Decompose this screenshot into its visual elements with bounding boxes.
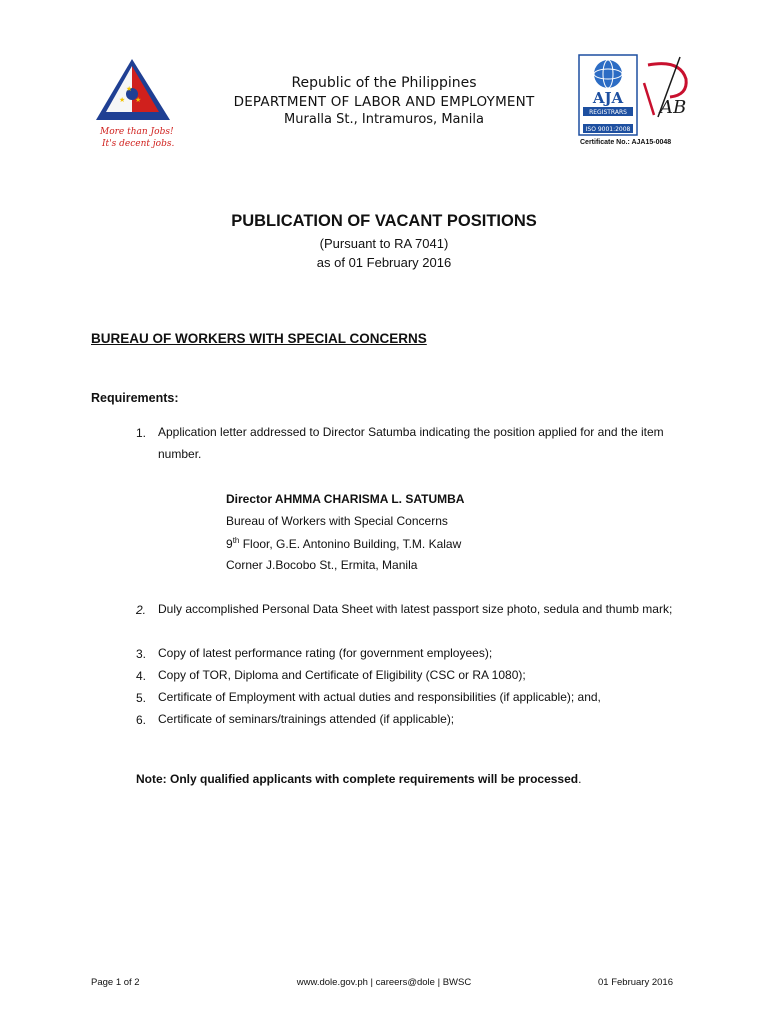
svg-text:★: ★ [119, 96, 126, 104]
requirement-number: 6. [136, 713, 147, 727]
svg-text:REGISTRARS: REGISTRARS [589, 109, 627, 116]
requirements-label: Requirements: [91, 391, 179, 405]
document-title: PUBLICATION OF VACANT POSITIONS [231, 212, 537, 230]
svg-text:★: ★ [135, 96, 142, 104]
svg-text:AB: AB [660, 97, 687, 118]
header-republic: Republic of the Philippines [291, 75, 477, 91]
svg-text:AJA: AJA [592, 89, 624, 107]
aja-globe-icon [578, 54, 638, 136]
director-name: Director AHMMA CHARISMA L. SATUMBA [226, 492, 465, 506]
requirement-item: Duly accomplished Personal Data Sheet with latest passport size photo, sedula and thumb mark; [158, 602, 673, 616]
svg-text:★: ★ [126, 85, 133, 93]
director-building: 9th Floor, G.E. Antonino Building, T.M. Kalaw [226, 536, 462, 551]
footer-date: 01 February 2016 [598, 977, 673, 988]
requirement-number: 1. [136, 426, 147, 440]
note-text: Note: Only qualified applicants with complete requirements will be processed. [136, 772, 582, 786]
footer-page-number: Page 1 of 2 [91, 977, 140, 988]
requirement-item: Copy of TOR, Diploma and Certificate of Eligibility (CSC or RA 1080); [158, 668, 526, 682]
ab-mark-icon [640, 55, 696, 125]
footer-links: www.dole.gov.ph | careers@dole | BWSC [296, 977, 472, 988]
requirement-item: Copy of latest performance rating (for government employees); [158, 646, 493, 660]
requirement-number: 5. [136, 691, 147, 705]
header-department: DEPARTMENT OF LABOR AND EMPLOYMENT [233, 94, 535, 110]
ab-accreditation-logo [640, 55, 696, 125]
director-street: Corner J.Bocobo St., Ermita, Manila [226, 558, 418, 572]
requirement-number: 3. [136, 647, 147, 661]
aja-registrars-logo [578, 54, 638, 136]
svg-text:ISO 9001:2008: ISO 9001:2008 [585, 126, 631, 133]
section-heading: BUREAU OF WORKERS WITH SPECIAL CONCERNS [91, 331, 427, 346]
certificate-number: Certificate No.: AJA15-0048 [580, 139, 672, 146]
svg-text:More than Jobs!: More than Jobs! [100, 127, 174, 137]
requirement-item: Application letter addressed to Director Satumba indicating the position applied for and the item number. [158, 425, 664, 461]
document-pursuant: (Pursuant to RA 7041) [319, 236, 449, 251]
director-office: Bureau of Workers with Special Concerns [226, 514, 448, 528]
svg-text:It's decent jobs.: It's decent jobs. [102, 139, 174, 149]
document-date: as of 01 February 2016 [316, 255, 452, 270]
requirement-number: 4. [136, 669, 147, 683]
header-address: Muralla St., Intramuros, Manila [284, 112, 484, 127]
requirement-item: Certificate of Employment with actual duties and responsibilities (if applicable); and, [158, 690, 601, 704]
requirement-item: Certificate of seminars/trainings attended (if applicable); [158, 712, 455, 726]
requirement-number: 2. [136, 603, 147, 617]
